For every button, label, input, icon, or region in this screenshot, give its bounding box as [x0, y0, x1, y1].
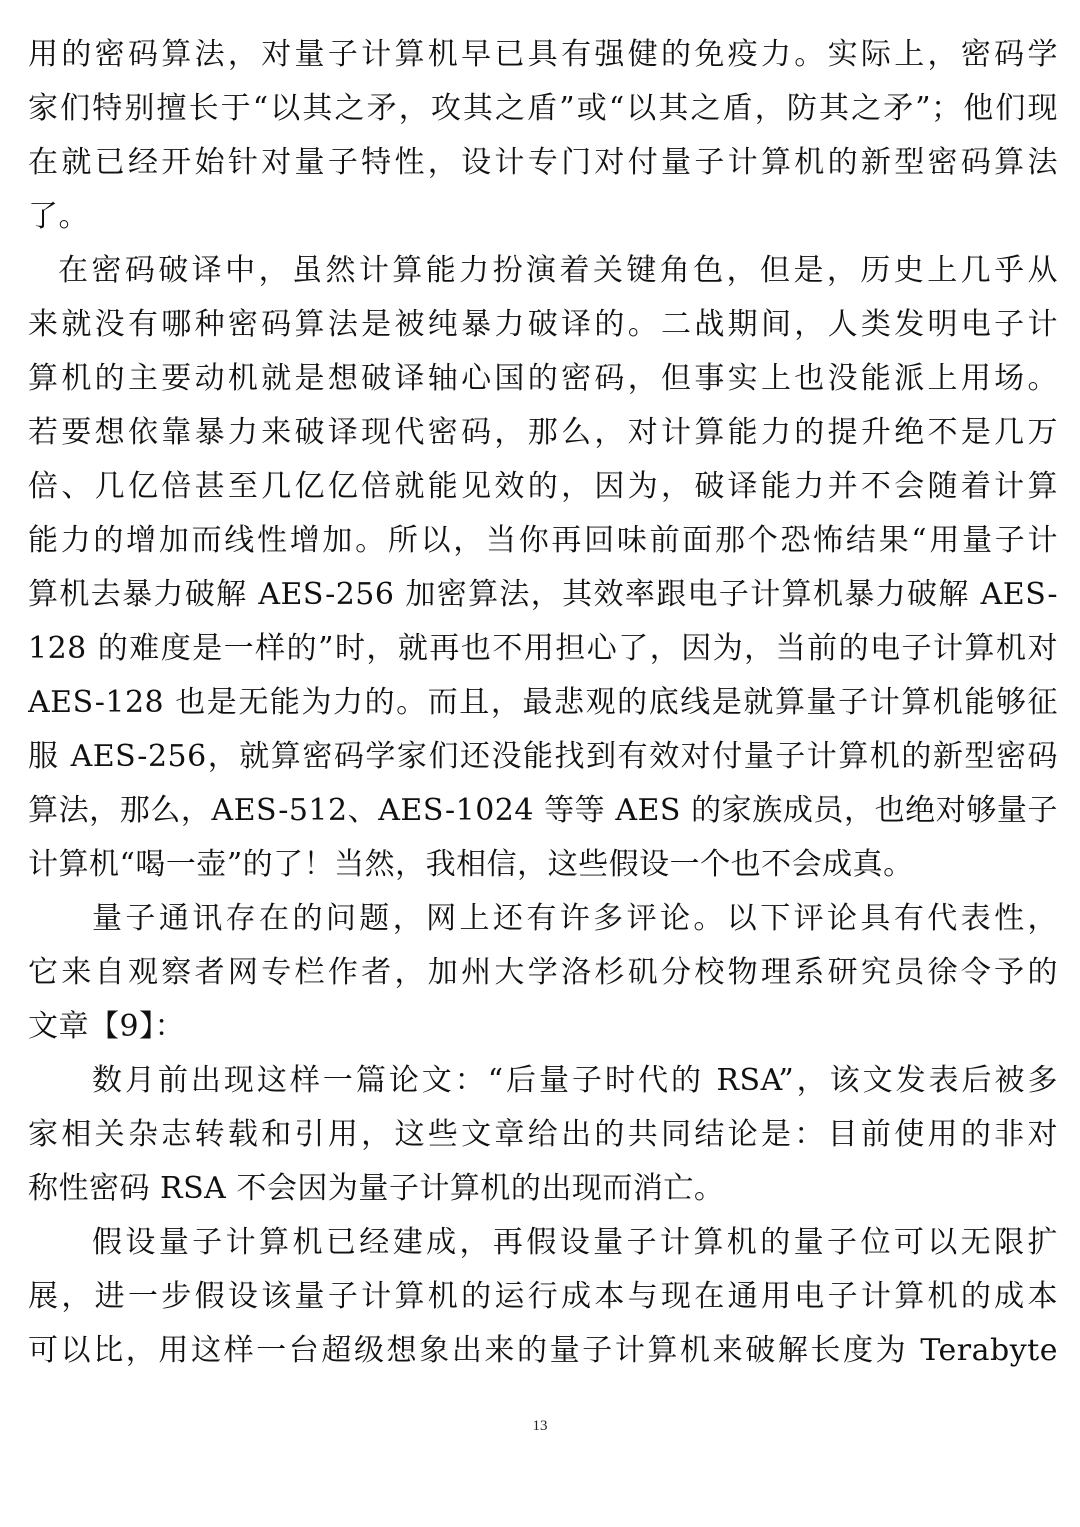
text-line: 来就没有哪种密码算法是被纯暴力破译的。二战期间，人类发明电子计: [28, 307, 1058, 342]
paragraph-block-2: [28, 244, 1058, 1378]
text-line: 服 AES-256，就算密码学家们还没能找到有效对付量子计算机的新型密码: [28, 739, 1058, 774]
paragraph-block-1: [28, 28, 1058, 244]
text-line: 量子通讯存在的问题，网上还有许多评论。以下评论具有代表性，: [92, 901, 1058, 936]
text-line: 倍、几亿倍甚至几亿亿倍就能见效的，因为，破译能力并不会随着计算: [28, 469, 1058, 504]
text-line: 假设量子计算机已经建成，再假设量子计算机的量子位可以无限扩: [92, 1225, 1058, 1260]
text-line: 用的密码算法，对量子计算机早已具有强健的免疫力。实际上，密码学: [28, 37, 1058, 72]
text-line: 家们特别擅长于“以其之矛，攻其之盾”或“以其之盾，防其之矛”；他们现: [28, 91, 1058, 126]
page-number: 13: [532, 1418, 548, 1434]
text-line: 家相关杂志转载和引用，这些文章给出的共同结论是：目前使用的非对: [28, 1117, 1058, 1152]
text-line: 数月前出现这样一篇论文：“后量子时代的 RSA”，该文发表后被多: [92, 1063, 1058, 1098]
text-line: 称性密码 RSA 不会因为量子计算机的出现而消亡。: [28, 1171, 725, 1206]
text-line: 在就已经开始针对量子特性，设计专门对付量子计算机的新型密码算法: [28, 145, 1058, 180]
text-line: 在密码破译中，虽然计算能力扮演着关键角色，但是，历史上几乎从: [58, 253, 1058, 288]
text-line: AES-128 也是无能为力的。而且，最悲观的底线是就算量子计算机能够征: [28, 685, 1058, 720]
text-line: 算机的主要动机就是想破译轴心国的密码，但事实上也没能派上用场。: [28, 361, 1058, 396]
text-line: 算机去暴力破解 AES-256 加密算法，其效率跟电子计算机暴力破解 AES-: [28, 577, 1058, 612]
text-line: 算法，那么，AES-512、AES-1024 等等 AES 的家族成员，也绝对够量子: [28, 793, 1058, 828]
text-line: 了。: [28, 199, 89, 234]
text-line: 若要想依靠暴力来破译现代密码，那么，对计算能力的提升绝不是几万: [28, 415, 1058, 450]
text-line: 它来自观察者网专栏作者，加州大学洛杉矶分校物理系研究员徐令予的: [28, 955, 1058, 990]
text-line: 展，进一步假设该量子计算机的运行成本与现在通用电子计算机的成本: [28, 1279, 1058, 1314]
text-line: 文章【9】：: [28, 1009, 186, 1044]
text-line: 计算机“喝一壶”的了！当然，我相信，这些假设一个也不会成真。: [28, 847, 914, 882]
text-line: 128 的难度是一样的”时，就再也不用担心了，因为，当前的电子计算机对: [28, 631, 1058, 666]
text-line: 能力的增加而线性增加。所以，当你再回味前面那个恐怖结果“用量子计: [28, 523, 1058, 558]
text-line: 可以比，用这样一台超级想象出来的量子计算机来破解长度为 Terabyte: [28, 1333, 1058, 1368]
